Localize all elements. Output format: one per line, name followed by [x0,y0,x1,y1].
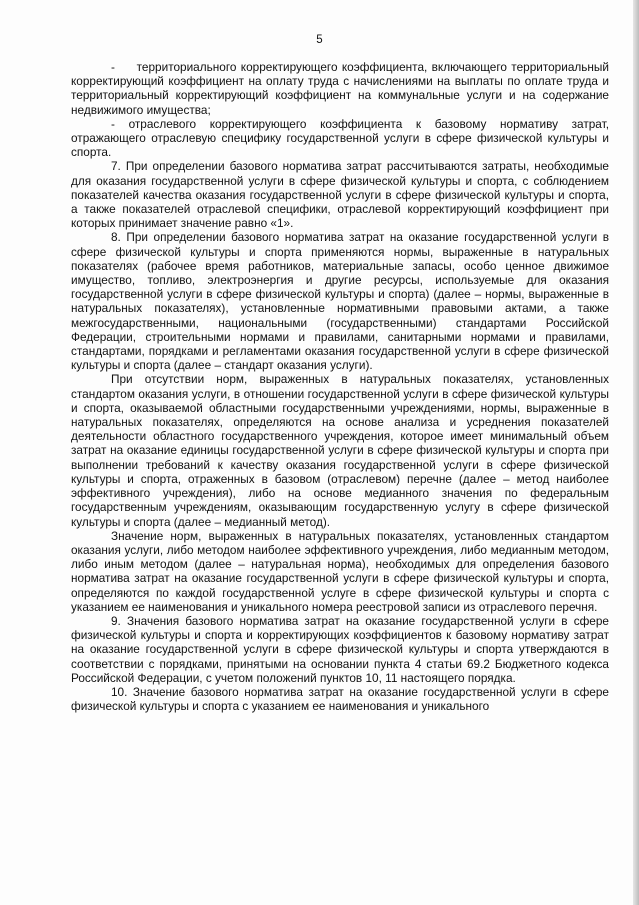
paragraph-absence-of-norms: При отсутствии норм, выраженных в натуральных показателях, установленных стандартом оказания услуги, в отношении государственной услуги в сфере физической культуры и спорта, оказываемой областными государственными учреждениями, нормы, выраженные в натуральных показателях, определяются на основе анализа и усреднения показателей деятельности областного государственного учреждения, которое имеет минимальный объем затрат на оказание единицы государственной услуги в сфере физической культуры и спорта при выполнении требований к качеству оказания государственной услуги в сфере физической культуры и спорта, отраженных в базовом (отраслевом) перечне (далее – метод наиболее эффективного учреждения), либо на основе медианного значения по федеральным государственным учреждениям, оказывающим государственную услугу в сфере физической культуры и спорта (далее – медианный метод). [71,372,609,529]
paragraph-norm-values: Значение норм, выраженных в натуральных показателях, установленных стандартом оказания услуги, либо методом наиболее эффективного учреждения, либо медианным методом, либо иным методом (далее – натуральная норма), необходимых для определения базового норматива затрат на оказание государственной услуги в сфере физической культуры и спорта, определяются по каждой государственной услуге в сфере физической культуры и спорта с указанием ее наименования и уникального номера реестровой записи из отраслевого перечня. [71,528,609,614]
paragraph-10: 10. Значение базового норматива затрат на оказание государственной услуги в сфере физической культуры и спорта с указанием ее наименования и уникального [71,684,609,714]
paragraph-8: 8. При определении базового норматива затрат на оказание государственной услуги в сфере физической культуры и спорта применяются нормы, выраженные в натуральных показателях (рабочее время работников, материальные запасы, особо ценное движимое имущество, топливо, электроэнергия и другие ресурсы, используемые для оказания государственной услуги в сфере физической культуры и спорта) (далее – нормы, выраженные в натуральных показателях), установленные нормативными правовыми актами, а также межгосударственными, национальными (государственными) стандартами Российской Федерации, строительными нормами и правилами, санитарными нормами и правилами, стандартами, порядками и регламентами оказания государственной услуги в сфере физической культуры и спорта (далее – стандарт оказания услуги). [71,230,609,373]
paragraph-7: 7. При определении базового норматива затрат рассчитываются затраты, необходимые для оказания государственной услуги в сфере физической культуры и спорта, с соблюдением показателей качества оказания государственной услуги в сфере физической культуры и спорта, а также показателей отраслевой специфики, отраслевой корректирующий коэффициент при которых принимает значение равно «1». [71,159,609,231]
paragraph-territorial-coefficient: - территориального корректирующего коэффициента, включающего территориальный корректирующий коэффициент на оплату труда с начислениями на выплаты по оплате труда и территориальный корректирующий коэффициент на коммунальные услуги и на содержание недвижимого имущества; [71,60,609,117]
page-number: 5 [316,34,323,46]
paragraph-sectoral-coefficient: - отраслевого корректирующего коэффициента к базовому нормативу затрат, отражающего отраслевую специфику государственной услуги в сфере физической культуры и спорта. [71,116,609,160]
document-body [71,60,609,713]
scan-page-edge [633,0,639,905]
paragraph-9: 9. Значения базового норматива затрат на оказание государственной услуги в сфере физической культуры и спорта и корректирующих коэффициентов к базовому нормативу затрат на оказание государственной услуги в сфере физической культуры и спорта утверждаются в соответствии с порядками, принятыми на основании пункта 4 статьи 69.2 Бюджетного кодекса Российской Федерации, с учетом положений пунктов 10, 11 настоящего порядка. [71,613,609,685]
